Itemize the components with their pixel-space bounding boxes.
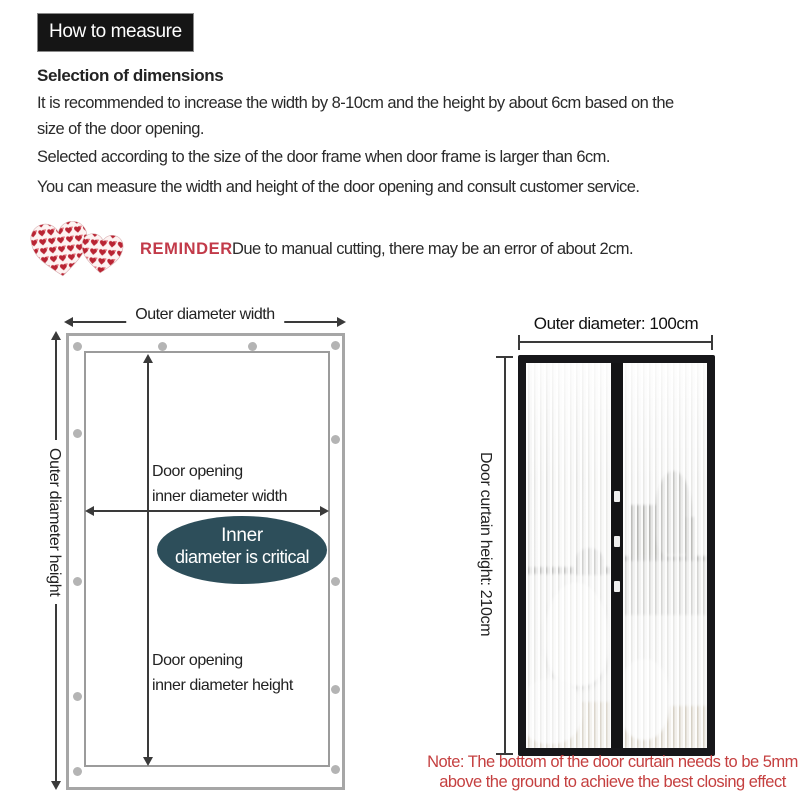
curtain-width-measure-line — [518, 341, 713, 343]
screw-dot — [73, 342, 82, 351]
screw-dot — [331, 765, 340, 774]
curtain-right-panel — [623, 363, 707, 748]
paragraph-door-frame: Selected according to the size of the door frame when door frame is larger than 6cm. — [37, 148, 610, 166]
mesh-overlay — [623, 363, 707, 748]
screw-dot — [73, 692, 82, 701]
measure-cap — [496, 356, 513, 358]
screw-dot — [73, 767, 82, 776]
section-heading: Selection of dimensions — [37, 66, 224, 85]
curtain-left-panel — [526, 363, 611, 748]
outer-width-arrow — [64, 306, 346, 328]
magnet-clip — [614, 491, 620, 502]
curtain-photo — [518, 355, 715, 756]
inner-width-label — [152, 459, 287, 509]
magnet-clip — [614, 536, 620, 547]
screw-dot — [73, 577, 82, 586]
curtain-outer-width-label: Outer diameter: 100cm — [533, 314, 699, 333]
screw-dot — [73, 429, 82, 438]
outer-width-label: Outer diameter width — [126, 306, 284, 324]
inner-height-arrow — [142, 354, 154, 766]
inner-height-label — [152, 648, 293, 698]
paragraph-size-recommendation — [37, 90, 782, 142]
magnet-clip — [614, 581, 620, 592]
how-to-measure-badge: How to measure — [37, 13, 194, 52]
measure-tick — [518, 335, 520, 350]
note-line: Note: The bottom of the door curtain needs to be 5mm — [427, 753, 798, 771]
magnetic-center-strip — [611, 363, 623, 748]
hearts-collage-icon — [30, 218, 128, 280]
label-line: inner diameter height — [152, 677, 293, 694]
screw-dot — [331, 577, 340, 586]
paragraph-line: It is recommended to increase the width by 8-10cm and the height by about 6cm based on the — [37, 94, 674, 112]
screw-dot — [331, 685, 340, 694]
outer-height-label: Outer diameter height — [45, 440, 63, 604]
reminder-label: REMINDER — [140, 240, 233, 258]
paragraph-customer-service: You can measure the width and height of the door opening and consult customer service. — [37, 178, 640, 196]
label-line: Door opening — [152, 463, 243, 480]
reminder-text: Due to manual cutting, there may be an error of about 2cm. — [232, 240, 634, 258]
callout-line: Inner — [221, 525, 263, 546]
label-line: Door opening — [152, 652, 243, 669]
inner-diameter-callout — [157, 516, 327, 584]
paragraph-line: size of the door opening. — [37, 120, 204, 138]
bottom-gap-note — [415, 752, 800, 792]
curtain-height-measure-line — [504, 356, 506, 755]
mesh-overlay — [526, 363, 611, 748]
screw-dot — [248, 342, 257, 351]
screw-dot — [158, 342, 167, 351]
screw-dot — [331, 341, 340, 350]
callout-line: diameter is critical — [174, 547, 310, 567]
curtain-height-label: Door curtain height: 210cm — [477, 452, 494, 637]
note-line: above the ground to achieve the best closing effect — [439, 773, 786, 791]
label-line: inner diameter width — [152, 488, 288, 505]
screw-dot — [331, 435, 340, 444]
measure-tick — [711, 335, 713, 350]
